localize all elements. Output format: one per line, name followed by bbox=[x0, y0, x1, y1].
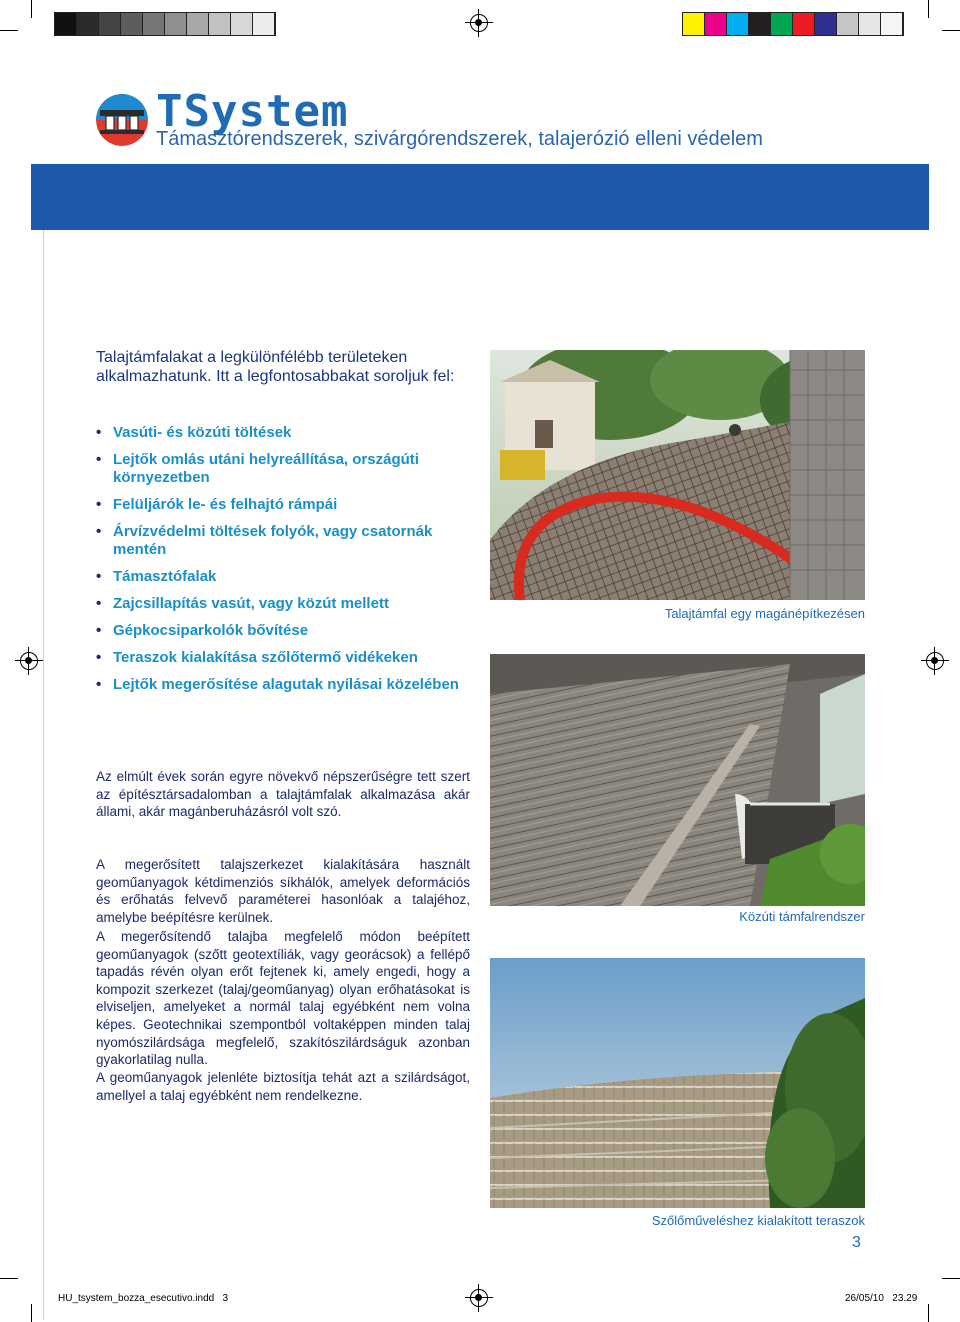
color-swatch bbox=[99, 13, 121, 35]
color-swatch bbox=[683, 13, 705, 35]
body-paragraph: Az elmúlt évek során egyre növekvő népszerűségre tett szert az építésztársadalomban a talajtámfalak alkalmazása akár állami, akár magánberuházásról volt szó. bbox=[96, 769, 470, 820]
list-item bbox=[96, 496, 486, 514]
list-item bbox=[96, 451, 486, 487]
color-swatch bbox=[253, 13, 275, 35]
list-item bbox=[96, 568, 486, 586]
crop-mark bbox=[928, 0, 929, 18]
registration-mark-icon bbox=[926, 652, 944, 670]
list-item-label: Lejtők megerősítése alagutak nyílásai közelében bbox=[113, 676, 459, 693]
list-item-label: Teraszok kialakítása szőlőtermő vidékeken bbox=[113, 649, 418, 666]
slug-filename: HU_tsystem_bozza_esecutivo.indd 3 bbox=[58, 1293, 229, 1304]
photo-caption: Szőlőműveléshez kialakított teraszok bbox=[651, 1213, 865, 1228]
page-trim-line bbox=[43, 230, 44, 1320]
process-color-bar bbox=[682, 12, 904, 36]
body-paragraph: A megerősített talajszerkezet kialakítására használt geoműanyagok kétdimenziós síkhálók, amelyek deformációs és erőhatás felvevő paraméterei hasonlóak a talajéhoz, amelybe beépítésre kerülnek. bbox=[96, 857, 470, 925]
bullet-icon: • bbox=[96, 523, 102, 540]
bullet-icon: • bbox=[96, 595, 102, 612]
color-swatch bbox=[793, 13, 815, 35]
list-item-label: Vasúti- és közúti töltések bbox=[113, 424, 292, 441]
list-item-label: Felüljárók le- és felhajtó rámpái bbox=[113, 496, 338, 513]
color-swatch bbox=[705, 13, 727, 35]
list-item bbox=[96, 595, 486, 613]
brand-name: TSystem bbox=[156, 86, 349, 137]
intro-text: Talajtámfalakat a legkülönfélébb területeken alkalmazhatunk. Itt a legfontosabbakat soroljuk fel: bbox=[96, 349, 455, 385]
page-number: 3 bbox=[852, 1234, 861, 1251]
body-paragraph: A geoműanyagok jelenléte biztosítja tehát azt a szilárdságot, amellyel a talaj egyébként nem rendelkezne. bbox=[96, 1070, 470, 1103]
body-paragraph: A megerősítendő talajba megfelelő módon beépített geoműanyagok (szőtt geotextíliák, vagy georácsok) a fellépő tapadás révén olyan erőt fejtenek ki, amely engedi, hogy a kompozit szerkezet (talaj/geoműanyag) olyan erőhatásokat is elviseljen, amelyeket a normál talaj egyébként nem volna képes. Geotechnikai szempontból voltaképpen minden talaj nyomószilárdsága megfelelő, szakítószilárdságuk azonban gyakorlatilag nulla. bbox=[96, 929, 470, 1068]
color-swatch bbox=[727, 13, 749, 35]
color-swatch bbox=[187, 13, 209, 35]
slug-timestamp: 26/05/10 23.29 bbox=[845, 1293, 918, 1304]
bullet-icon: • bbox=[96, 622, 102, 639]
crop-mark bbox=[31, 1304, 32, 1322]
color-swatch bbox=[859, 13, 881, 35]
grayscale-color-bar bbox=[54, 12, 276, 36]
color-swatch bbox=[77, 13, 99, 35]
photo-caption: Talajtámfal egy magánépítkezésen bbox=[664, 606, 865, 621]
bullet-icon: • bbox=[96, 424, 102, 441]
crop-mark bbox=[942, 1278, 960, 1279]
color-swatch bbox=[771, 13, 793, 35]
list-item bbox=[96, 523, 486, 559]
brand-tagline: Támasztórendszerek, szivárgórendszerek, talajerózió elleni védelem bbox=[156, 128, 763, 150]
crop-mark bbox=[942, 30, 960, 31]
color-swatch bbox=[881, 13, 903, 35]
bullet-icon: • bbox=[96, 496, 102, 513]
list-item-label: Árvízvédelmi töltések folyók, vagy csatornák mentén bbox=[113, 523, 433, 558]
bullet-icon: • bbox=[96, 451, 102, 468]
list-item-label: Zajcsillapítás vasút, vagy közút mellett bbox=[113, 595, 389, 612]
color-swatch bbox=[55, 13, 77, 35]
registration-mark-icon bbox=[470, 14, 488, 32]
retaining-wall-construction-photo bbox=[490, 350, 865, 600]
list-item-label: Lejtők omlás utáni helyreállítása, országúti környezetben bbox=[113, 451, 419, 486]
vineyard-terraces-photo bbox=[490, 958, 865, 1208]
bullet-icon: • bbox=[96, 649, 102, 666]
bullet-icon: • bbox=[96, 676, 102, 693]
application-list bbox=[96, 424, 486, 703]
registration-mark-icon bbox=[470, 1289, 488, 1307]
color-swatch bbox=[143, 13, 165, 35]
list-item-label: Támasztófalak bbox=[113, 568, 217, 585]
crop-mark bbox=[928, 1304, 929, 1322]
color-swatch bbox=[121, 13, 143, 35]
color-swatch bbox=[749, 13, 771, 35]
tsystem-logo bbox=[96, 94, 148, 146]
list-item bbox=[96, 649, 486, 667]
crop-mark bbox=[0, 1278, 18, 1279]
registration-mark-icon bbox=[20, 652, 38, 670]
color-swatch bbox=[209, 13, 231, 35]
crop-mark bbox=[31, 0, 32, 18]
header-band bbox=[31, 164, 929, 230]
list-item bbox=[96, 424, 486, 442]
list-item-label: Gépkocsiparkolók bővítése bbox=[113, 622, 309, 639]
list-item bbox=[96, 622, 486, 640]
color-swatch bbox=[231, 13, 253, 35]
road-retaining-wall-photo bbox=[490, 654, 865, 906]
bullet-icon: • bbox=[96, 568, 102, 585]
color-swatch bbox=[837, 13, 859, 35]
photo-caption: Közúti támfalrendszer bbox=[739, 909, 865, 924]
crop-mark bbox=[0, 30, 18, 31]
color-swatch bbox=[165, 13, 187, 35]
color-swatch bbox=[815, 13, 837, 35]
list-item bbox=[96, 676, 486, 694]
